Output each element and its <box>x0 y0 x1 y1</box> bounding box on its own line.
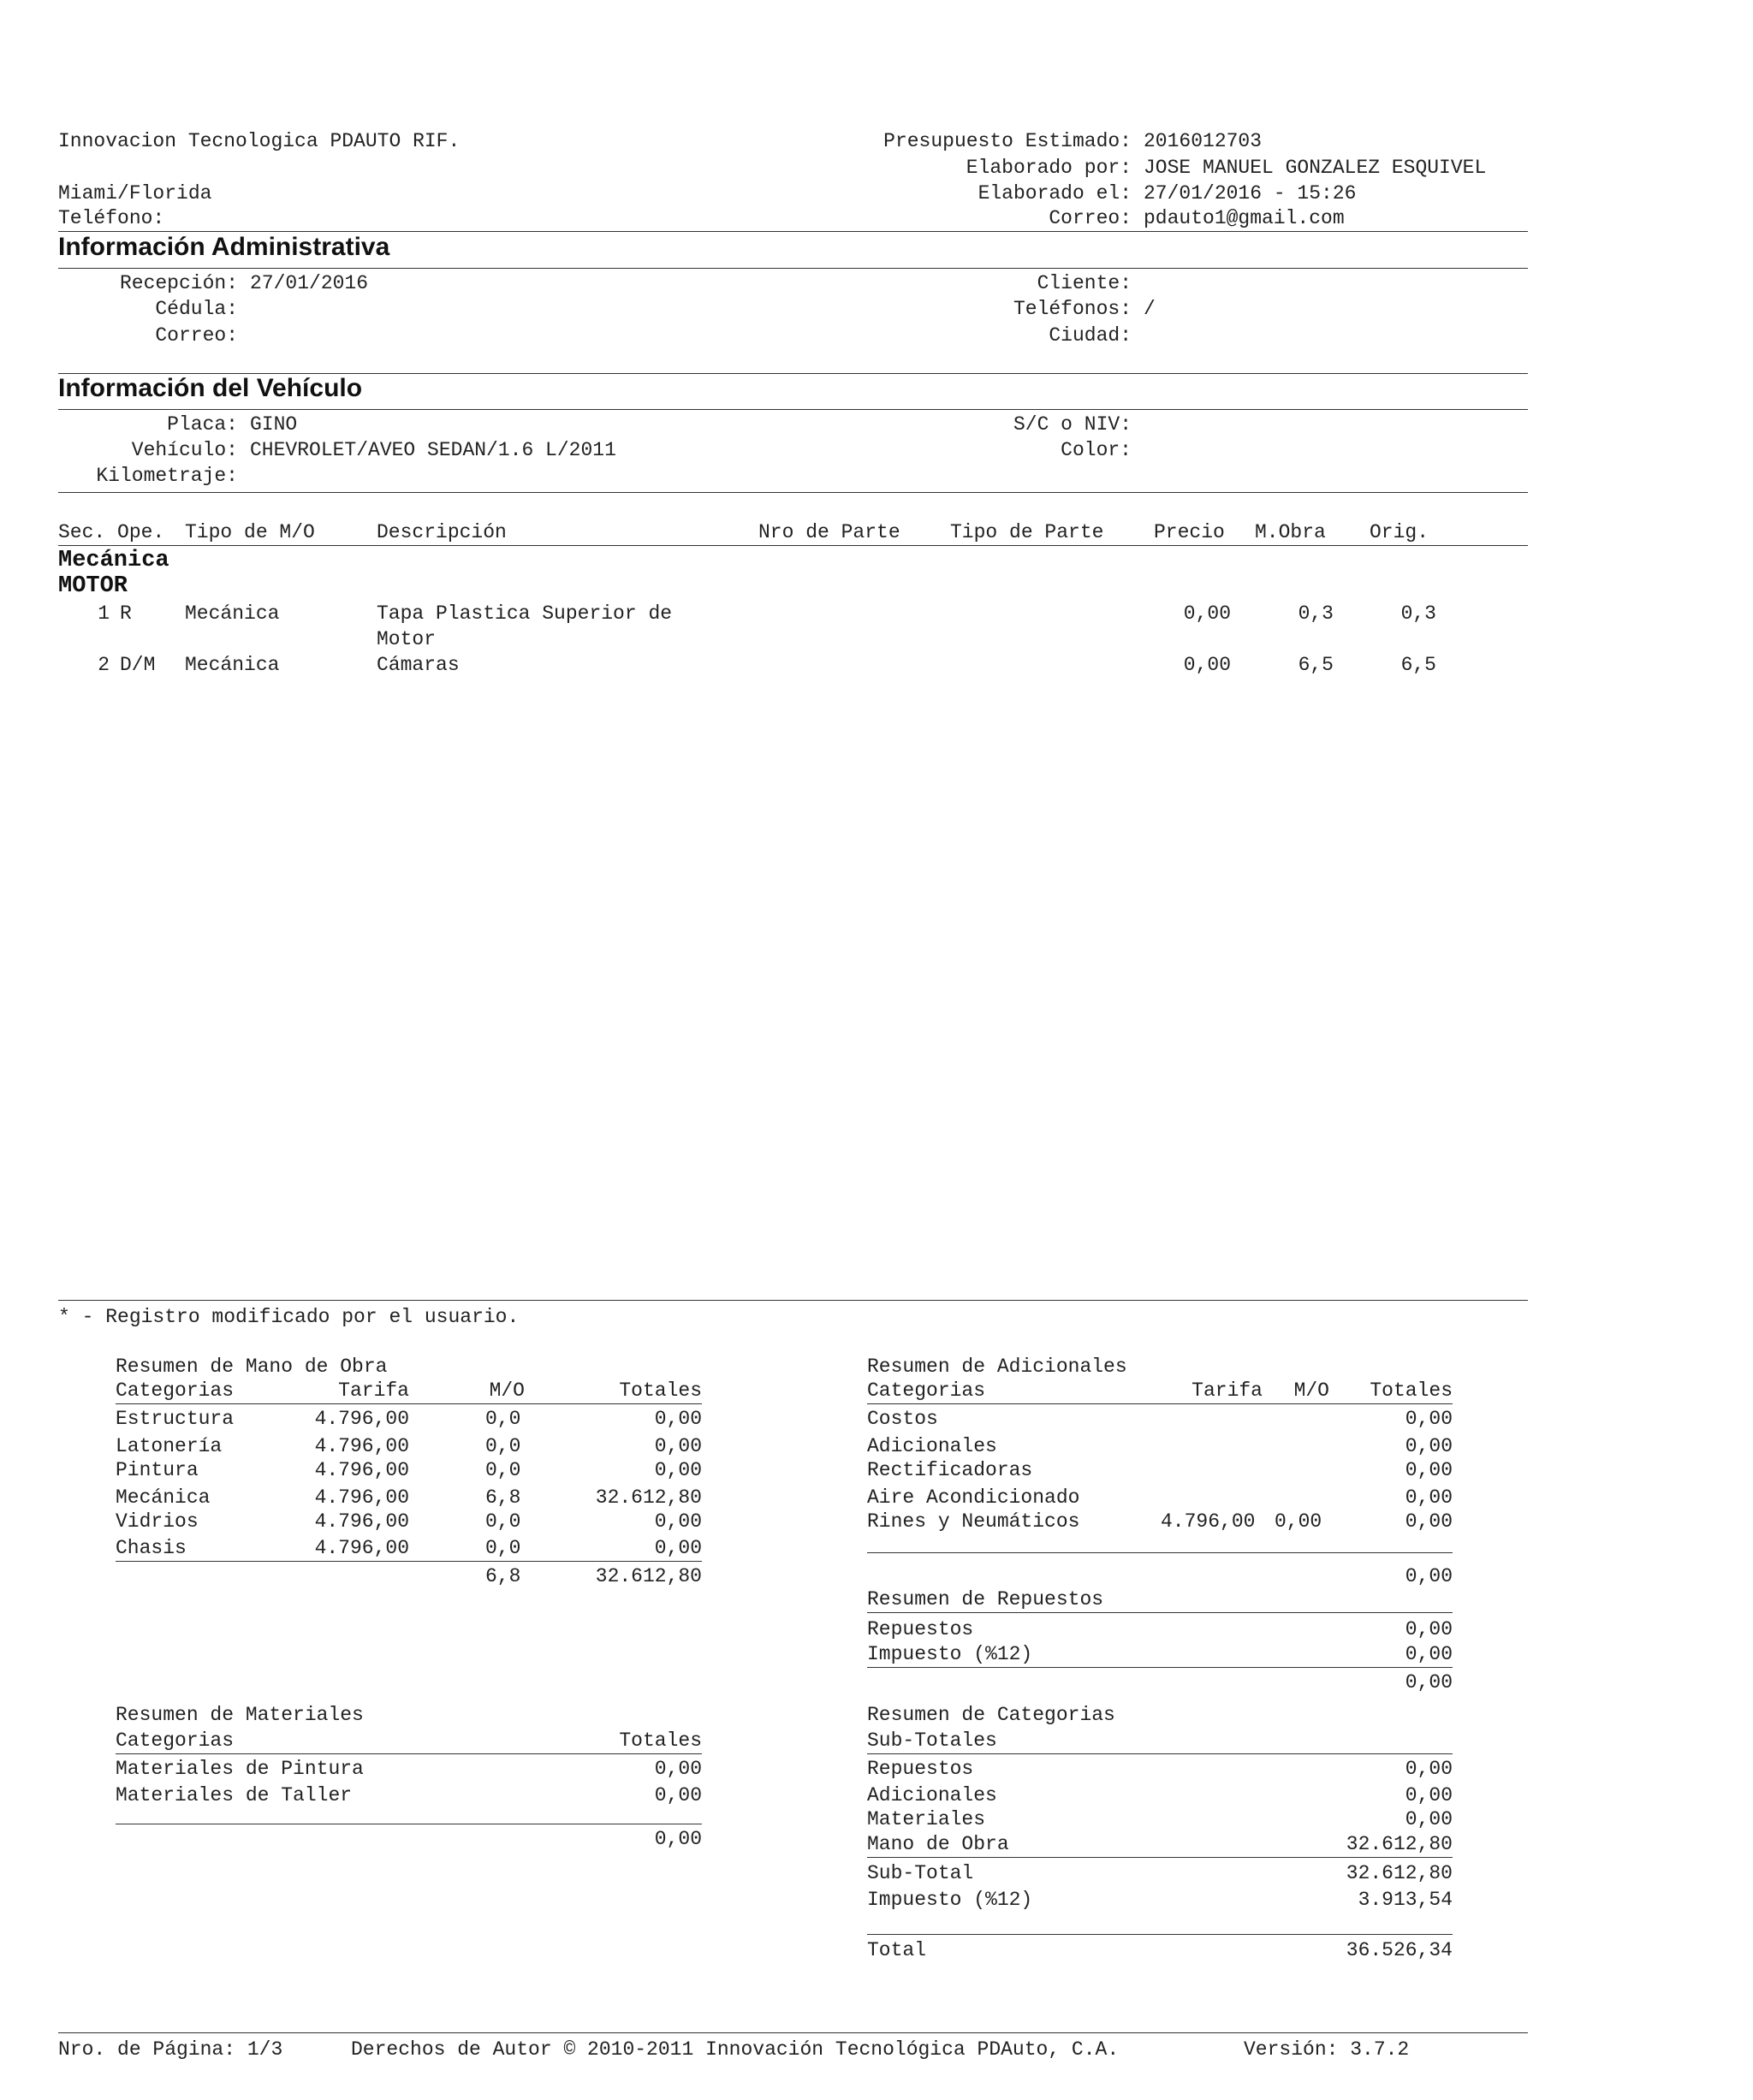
parts-row-total: 0,00 <box>1405 1618 1453 1640</box>
categories-row-cat: Adicionales <box>867 1784 997 1806</box>
labor-col-mo: M/O <box>489 1379 525 1402</box>
labor-row-total: 32.612,80 <box>595 1486 702 1509</box>
additionals-row-cat: Adicionales <box>867 1435 997 1457</box>
labor-row-tarifa: 4.796,00 <box>314 1435 409 1457</box>
vin-label: S/C o NIV: <box>1013 413 1132 436</box>
reception-label: Recepción: <box>119 272 238 294</box>
labor-row-cat: Estructura <box>116 1408 235 1430</box>
made-on-value: 27/01/2016 - 15:26 <box>1144 182 1357 205</box>
additionals-row-cat: Rines y Neumáticos <box>867 1510 1080 1533</box>
additionals-row-cat: Aire Acondicionado <box>867 1486 1080 1509</box>
labor-row-total: 0,00 <box>654 1510 702 1533</box>
tax-label: Impuesto (%12) <box>867 1889 1033 1911</box>
company-location: Miami/Florida <box>58 182 212 205</box>
labor-row-mo: 0,0 <box>485 1459 521 1481</box>
labor-row-mo: 0,0 <box>485 1408 521 1430</box>
materials-col-categorias: Categorias <box>116 1729 235 1752</box>
divider <box>58 492 1528 493</box>
labor-row-total: 0,00 <box>654 1537 702 1559</box>
row-mobra: 0,3 <box>1298 602 1334 625</box>
divider <box>58 1300 1528 1301</box>
labor-row-total: 0,00 <box>654 1459 702 1481</box>
divider <box>58 545 1528 546</box>
labor-row-total: 0,00 <box>654 1435 702 1457</box>
copyright: Derechos de Autor © 2010-2011 Innovación Tecnológica PDAuto, C.A. <box>351 2038 1120 2061</box>
divider <box>867 1753 1453 1754</box>
materials-summary-title: Resumen de Materiales <box>116 1704 364 1726</box>
budget-number: 2016012703 <box>1144 130 1263 152</box>
labor-col-tarifa: Tarifa <box>338 1379 409 1402</box>
labor-col-totales: Totales <box>619 1379 702 1402</box>
admin-section-title: Información Administrativa <box>58 233 390 261</box>
divider <box>116 1753 702 1754</box>
client-label: Cliente: <box>1037 272 1132 294</box>
materials-col-totales: Totales <box>619 1729 702 1752</box>
vehicle-section-title: Información del Vehículo <box>58 374 363 402</box>
col-header-tipo-parte: Tipo de Parte <box>950 521 1104 543</box>
labor-col-categorias: Categorias <box>116 1379 235 1402</box>
ops-subcategory: MOTOR <box>58 573 128 599</box>
made-on-label: Elaborado el: <box>978 182 1132 205</box>
divider <box>58 409 1528 410</box>
made-by-value: JOSE MANUEL GONZALEZ ESQUIVEL <box>1144 157 1487 179</box>
tax-value: 3.913,54 <box>1358 1889 1453 1911</box>
labor-row-cat: Vidrios <box>116 1510 199 1533</box>
row-desc: Tapa Plastica Superior de <box>377 602 673 625</box>
categories-subtitle: Sub-Totales <box>867 1729 997 1752</box>
labor-total-mo: 6,8 <box>485 1565 521 1587</box>
parts-row-cat: Impuesto (%12) <box>867 1643 1033 1665</box>
categories-row-cat: Mano de Obra <box>867 1833 1009 1855</box>
labor-row-tarifa: 4.796,00 <box>314 1510 409 1533</box>
row-tipo: Mecánica <box>185 602 280 625</box>
row-sec: 1 <box>98 602 110 625</box>
row-precio: 0,00 <box>1183 654 1231 676</box>
labor-row-mo: 0,0 <box>485 1510 521 1533</box>
divider <box>116 1403 702 1404</box>
labor-row-tarifa: 4.796,00 <box>314 1537 409 1559</box>
row-ope: D/M <box>120 654 156 676</box>
budget-label: Presupuesto Estimado: <box>883 130 1132 152</box>
additionals-row-total: 0,00 <box>1405 1510 1453 1533</box>
additionals-row-total: 0,00 <box>1405 1459 1453 1481</box>
company-name: Innovacion Tecnologica PDAUTO RIF. <box>58 130 461 152</box>
additionals-row-total: 0,00 <box>1405 1486 1453 1509</box>
vehicle-label: Vehículo: <box>131 439 238 461</box>
col-header-orig: Orig. <box>1370 521 1429 543</box>
header-email-label: Correo: <box>1049 207 1132 229</box>
col-header-tipo-mo: Tipo de M/O <box>185 521 315 543</box>
materials-row-total: 0,00 <box>654 1784 702 1806</box>
row-sec: 2 <box>98 654 110 676</box>
labor-total: 32.612,80 <box>595 1565 702 1587</box>
vehicle-value: CHEVROLET/AVEO SEDAN/1.6 L/2011 <box>250 439 616 461</box>
grand-total-value: 36.526,34 <box>1346 1939 1453 1961</box>
additionals-row-cat: Rectificadoras <box>867 1459 1033 1481</box>
parts-row-total: 0,00 <box>1405 1643 1453 1665</box>
col-header-nro-parte: Nro de Parte <box>758 521 900 543</box>
row-orig: 0,3 <box>1400 602 1436 625</box>
row-desc: Cámaras <box>377 654 460 676</box>
additionals-col-mo: M/O <box>1293 1379 1329 1402</box>
reception-value: 27/01/2016 <box>250 272 369 294</box>
header-email-value: pdauto1@gmail.com <box>1144 207 1345 229</box>
divider <box>58 2032 1528 2033</box>
divider <box>867 1612 1453 1613</box>
grand-total-label: Total <box>867 1939 927 1961</box>
categories-row-total: 0,00 <box>1405 1784 1453 1806</box>
color-label: Color: <box>1061 439 1132 461</box>
plate-label: Placa: <box>167 413 238 436</box>
labor-row-mo: 6,8 <box>485 1486 521 1509</box>
divider <box>867 1667 1453 1668</box>
divider <box>58 268 1528 269</box>
subtotal-value: 32.612,80 <box>1346 1862 1453 1884</box>
materials-row-cat: Materiales de Taller <box>116 1784 353 1806</box>
phone-label: Teléfono: <box>58 207 165 229</box>
phones-value: / <box>1144 298 1156 320</box>
additionals-row-total: 0,00 <box>1405 1408 1453 1430</box>
plate-value: GINO <box>250 413 298 436</box>
categories-row-cat: Repuestos <box>867 1758 974 1780</box>
categories-row-total: 0,00 <box>1405 1758 1453 1780</box>
materials-row-cat: Materiales de Pintura <box>116 1758 364 1780</box>
col-header-precio: Precio <box>1154 521 1225 543</box>
divider <box>867 1552 1453 1553</box>
row-precio: 0,00 <box>1183 602 1231 625</box>
labor-row-mo: 0,0 <box>485 1435 521 1457</box>
col-header-mobra: M.Obra <box>1255 521 1326 543</box>
labor-row-cat: Pintura <box>116 1459 199 1481</box>
materials-row-total: 0,00 <box>654 1758 702 1780</box>
row-desc-cont: Motor <box>377 628 437 650</box>
additionals-row-cat: Costos <box>867 1408 938 1430</box>
labor-row-mo: 0,0 <box>485 1537 521 1559</box>
parts-row-cat: Repuestos <box>867 1618 974 1640</box>
labor-row-tarifa: 4.796,00 <box>314 1408 409 1430</box>
additionals-summary-title: Resumen de Adicionales <box>867 1356 1127 1378</box>
additionals-col-tarifa: Tarifa <box>1191 1379 1263 1402</box>
labor-summary-title: Resumen de Mano de Obra <box>116 1356 388 1378</box>
modified-note: * - Registro modificado por el usuario. <box>58 1306 520 1328</box>
materials-total: 0,00 <box>654 1828 702 1850</box>
row-ope: R <box>120 602 132 625</box>
divider <box>116 1561 702 1562</box>
categories-row-cat: Materiales <box>867 1808 986 1830</box>
divider <box>867 1857 1453 1858</box>
col-header-sec-ope: Sec. Ope. <box>58 521 165 543</box>
additionals-row-mo: 0,00 <box>1275 1510 1322 1533</box>
row-orig: 6,5 <box>1400 654 1436 676</box>
subtotal-label: Sub-Total <box>867 1862 974 1884</box>
version: Versión: 3.7.2 <box>1244 2038 1410 2061</box>
admin-email-label: Correo: <box>155 324 238 347</box>
labor-row-total: 0,00 <box>654 1408 702 1430</box>
labor-row-cat: Latonería <box>116 1435 223 1457</box>
phones-label: Teléfonos: <box>1013 298 1132 320</box>
city-label: Ciudad: <box>1049 324 1132 347</box>
labor-row-cat: Chasis <box>116 1537 187 1559</box>
categories-row-total: 32.612,80 <box>1346 1833 1453 1855</box>
divider <box>867 1934 1453 1935</box>
col-header-descripcion: Descripción <box>377 521 507 543</box>
additionals-col-totales: Totales <box>1370 1379 1453 1402</box>
id-label: Cédula: <box>155 298 238 320</box>
ops-category: Mecánica <box>58 548 169 573</box>
categories-row-total: 0,00 <box>1405 1808 1453 1830</box>
additionals-col-categorias: Categorias <box>867 1379 986 1402</box>
labor-row-tarifa: 4.796,00 <box>314 1459 409 1481</box>
additionals-total: 0,00 <box>1405 1565 1453 1587</box>
categories-summary-title: Resumen de Categorias <box>867 1704 1115 1726</box>
parts-total: 0,00 <box>1405 1671 1453 1694</box>
row-mobra: 6,5 <box>1298 654 1334 676</box>
parts-summary-title: Resumen de Repuestos <box>867 1588 1104 1611</box>
divider <box>867 1403 1453 1404</box>
page-number: Nro. de Página: 1/3 <box>58 2038 283 2061</box>
row-tipo: Mecánica <box>185 654 280 676</box>
km-label: Kilometraje: <box>96 465 238 487</box>
made-by-label: Elaborado por: <box>966 157 1132 179</box>
additionals-row-tarifa: 4.796,00 <box>1161 1510 1256 1533</box>
labor-row-tarifa: 4.796,00 <box>314 1486 409 1509</box>
additionals-row-total: 0,00 <box>1405 1435 1453 1457</box>
labor-row-cat: Mecánica <box>116 1486 211 1509</box>
